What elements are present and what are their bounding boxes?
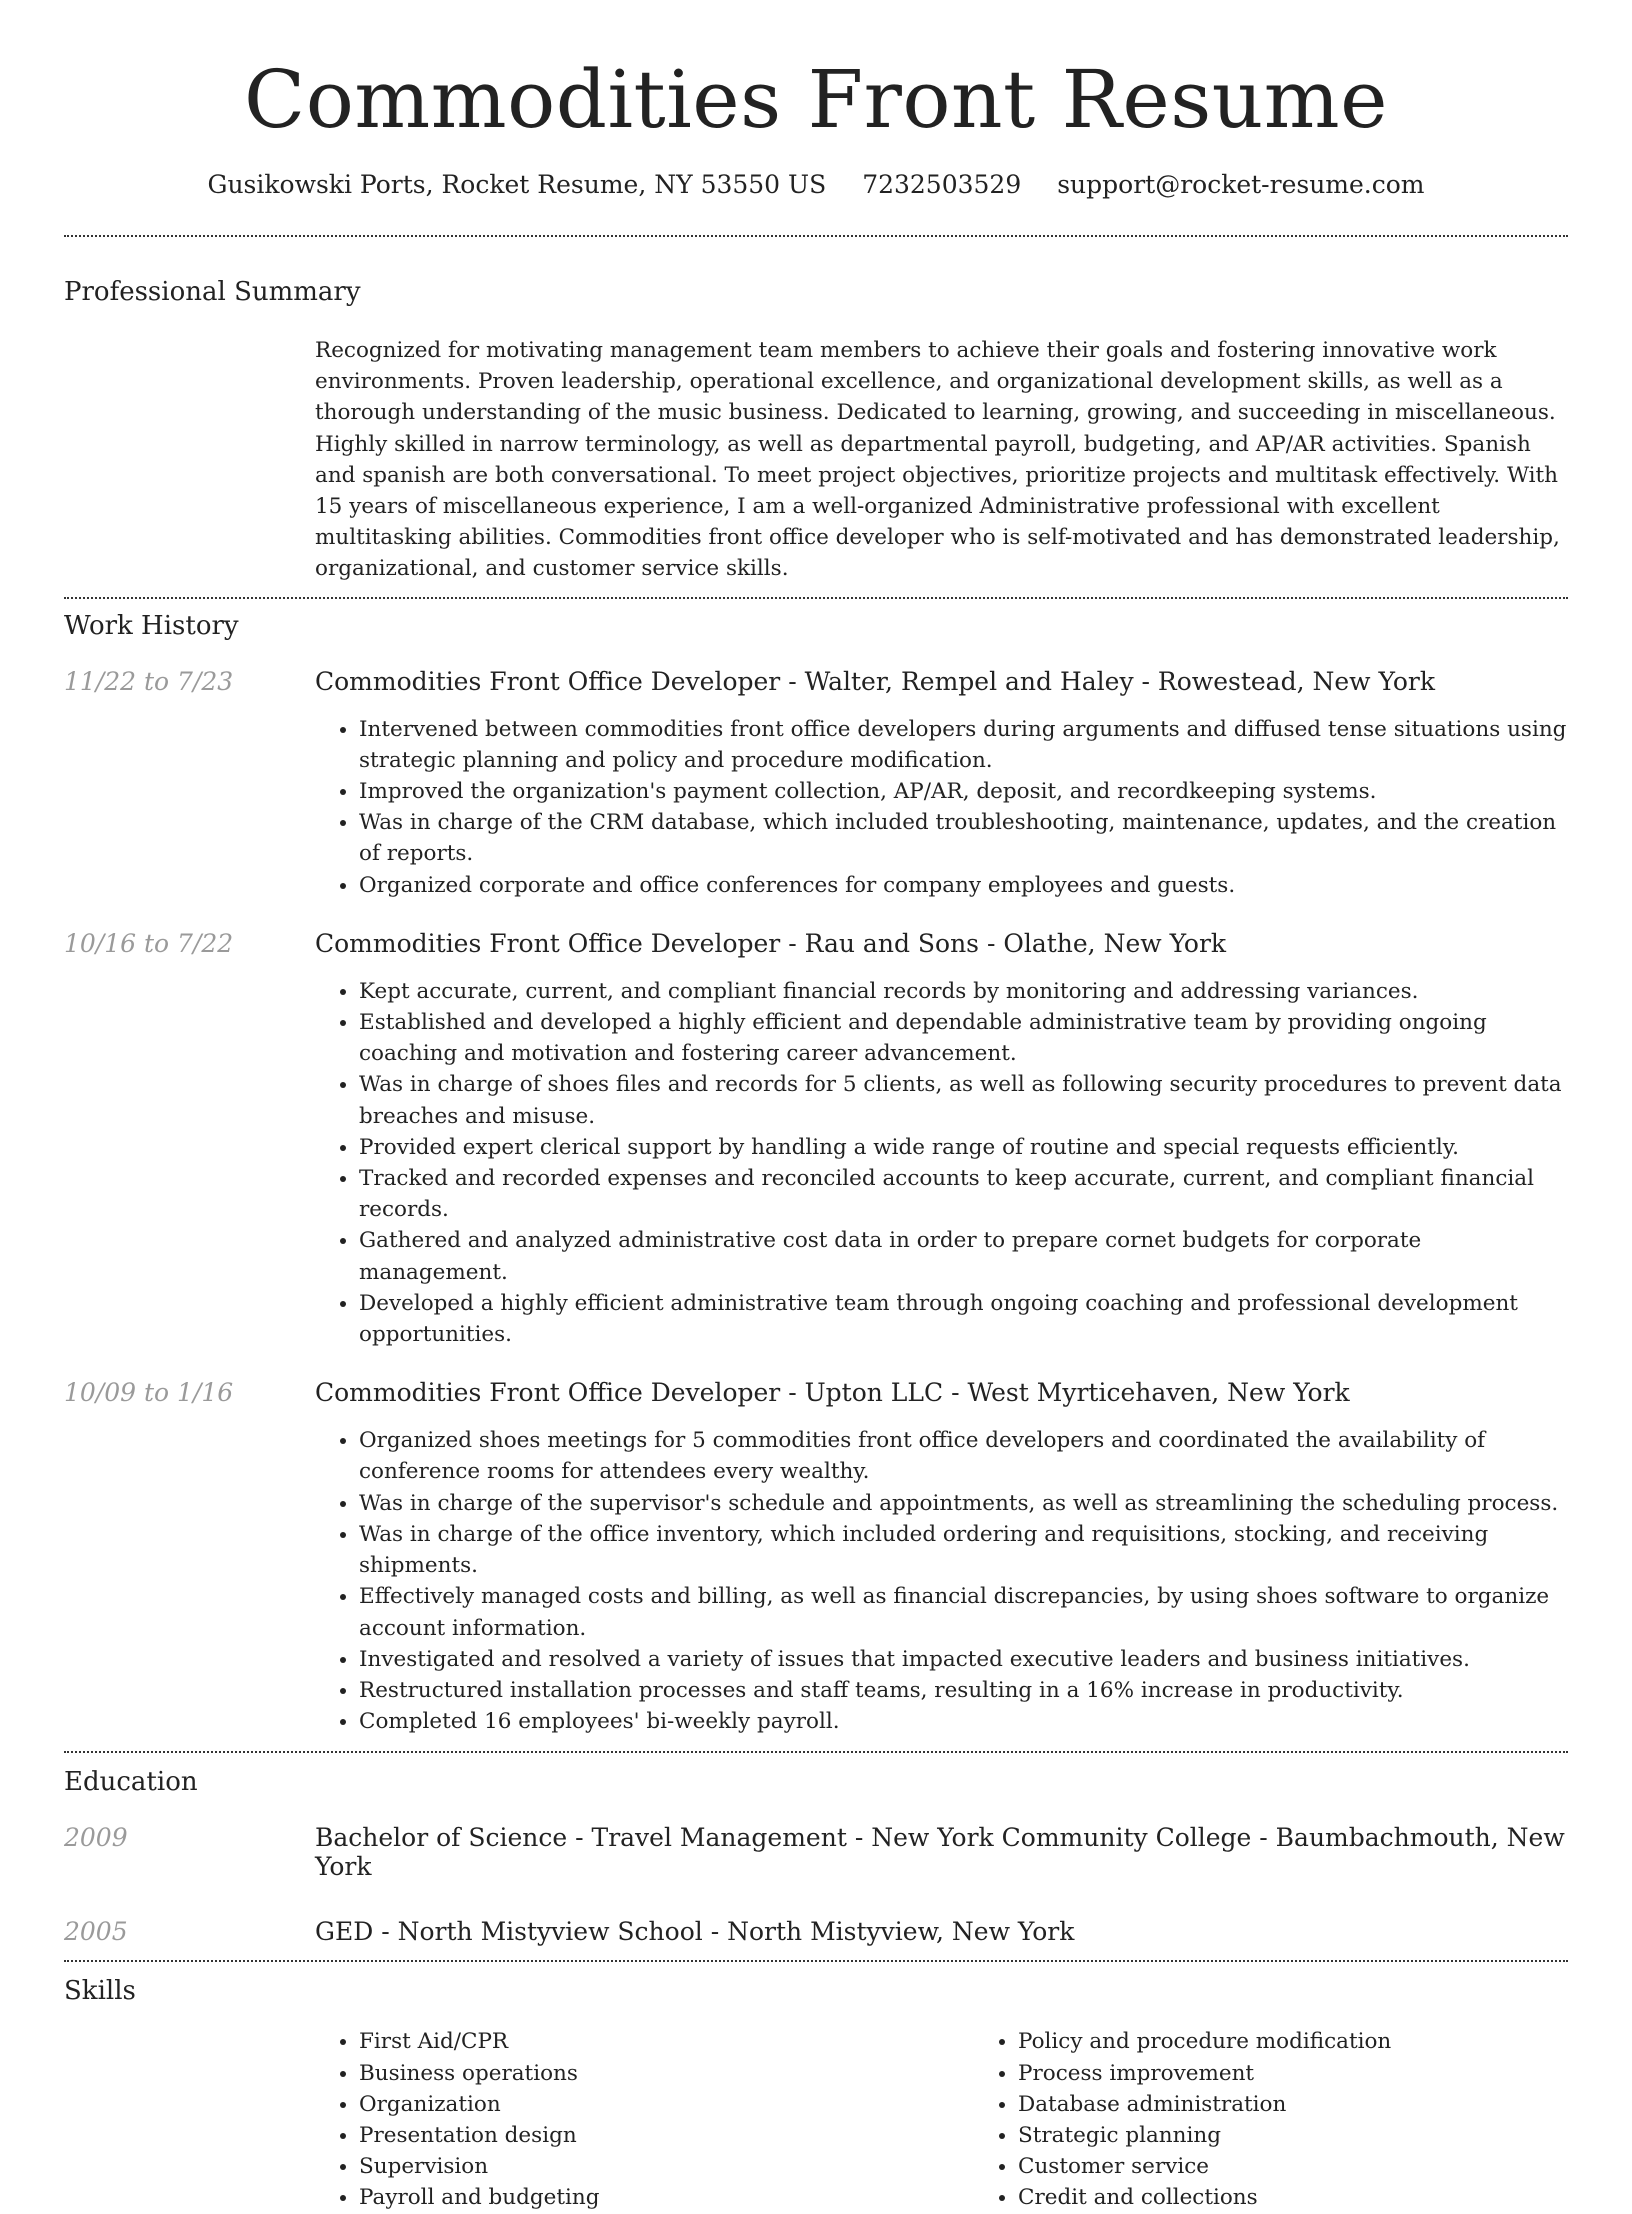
summary-section — [64, 277, 1568, 585]
skills-title: Skills — [64, 1976, 136, 2007]
skill-item: • First Aid/CPR — [359, 2026, 974, 2057]
skills-grid — [315, 2026, 1568, 2213]
contact-email: support@rocket-resume.com — [1057, 170, 1425, 199]
job-bullet: • Was in charge of shoes files and records for 5 clients, as well as following security procedures to prevent data breaches and misuse. — [359, 1069, 1568, 1131]
skill-item: • Organization — [359, 2089, 974, 2120]
job-bullet: • Effectively managed costs and billing, as well as financial discrepancies, by using shoes software to organize account information. — [359, 1581, 1568, 1643]
education-heading: GED - North Mistyview School - North Mistyview, New York — [315, 1917, 1075, 1947]
job-bullets — [315, 1425, 1568, 1737]
education-year: 2005 — [64, 1917, 128, 1947]
job-dates: 10/16 to 7/22 — [64, 928, 234, 958]
skill-item: • Payroll and budgeting — [359, 2182, 974, 2213]
job-bullet: • Restructured installation processes and staff teams, resulting in a 16% increase in productivity. — [359, 1675, 1568, 1706]
divider — [64, 1960, 1568, 1962]
divider — [64, 1751, 1568, 1753]
summary-text: Recognized for motivating management team members to achieve their goals and fostering innovative work environments. Proven leadership, operational excellence, and organizational development skills, as well as a thorough understanding of the music business. Dedicated to learning, growing, and succeeding in miscellaneous. Highly skilled in narrow terminology, as well as departmental payroll, budgeting, and AP/AR activities. Spanish and spanish are both conversational. To meet project objectives, prioritize projects and multitask effectively. With 15 years of miscellaneous experience, I am a well-organized Administrative professional with excellent multitasking abilities. Commodities front office developer who is self-motivated and has demonstrated leadership, organizational, and customer service skills. — [315, 338, 1560, 582]
skills-column-left — [315, 2026, 974, 2213]
education-entry — [64, 1917, 1568, 1946]
job-heading: Commodities Front Office Developer - Rau and Sons - Olathe, New York — [315, 928, 1227, 958]
education-year: 2009 — [64, 1823, 128, 1853]
job-bullet: • Was in charge of the supervisor's schedule and appointments, as well as streamlining the scheduling process. — [359, 1488, 1568, 1519]
skill-item: • Customer service — [1018, 2151, 1632, 2182]
contact-line — [64, 170, 1568, 199]
skills-section — [64, 1976, 1568, 2213]
education-section — [64, 1767, 1568, 1946]
divider — [64, 597, 1568, 599]
work-section — [64, 611, 1568, 1738]
job-bullet: • Kept accurate, current, and compliant financial records by monitoring and addressing variances. — [359, 976, 1568, 1007]
skill-item: • Process improvement — [1018, 2058, 1632, 2089]
skill-item: • Presentation design — [359, 2120, 974, 2151]
job-bullet: • Completed 16 employees' bi-weekly payroll. — [359, 1706, 1568, 1737]
job-bullet: • Established and developed a highly efficient and dependable administrative team by providing ongoing coaching and motivation and fostering career advancement. — [359, 1007, 1568, 1069]
job-bullet: • Organized shoes meetings for 5 commodities front office developers and coordinated the availability of conference rooms for attendees every wealthy. — [359, 1425, 1568, 1487]
resume-name: Commodities Front Resume — [244, 53, 1388, 146]
divider — [64, 235, 1568, 237]
skill-item: • Database administration — [1018, 2089, 1632, 2120]
contact-address: Gusikowski Ports, Rocket Resume, NY 53550 US — [207, 170, 827, 199]
job-entry — [64, 929, 1568, 1350]
contact-phone: 7232503529 — [862, 170, 1022, 199]
job-bullet: • Improved the organization's payment collection, AP/AR, deposit, and recordkeeping systems. — [359, 776, 1568, 807]
skill-item: • Policy and procedure modification — [1018, 2026, 1632, 2057]
skill-item: • Business operations — [359, 2058, 974, 2089]
job-heading: Commodities Front Office Developer - Upton LLC - West Myrticehaven, New York — [315, 1378, 1350, 1408]
job-bullet: • Gathered and analyzed administrative cost data in order to prepare cornet budgets for corporate management. — [359, 1225, 1568, 1287]
job-entry — [64, 667, 1568, 901]
job-entry — [64, 1378, 1568, 1737]
job-bullet: • Organized corporate and office conferences for company employees and guests. — [359, 870, 1568, 901]
skills-column-right — [974, 2026, 1632, 2213]
summary-title: Professional Summary — [64, 277, 361, 307]
job-bullet: • Was in charge of the office inventory, which included ordering and requisitions, stocking, and receiving shipments. — [359, 1519, 1568, 1581]
job-dates: 11/22 to 7/23 — [64, 666, 234, 696]
job-bullets — [315, 714, 1568, 901]
work-title: Work History — [64, 610, 239, 641]
job-heading: Commodities Front Office Developer - Walter, Rempel and Haley - Rowestead, New York — [315, 666, 1435, 696]
education-heading: Bachelor of Science - Travel Management - New York Community College - Baumbachmouth, New York — [315, 1823, 1565, 1882]
skill-item: • Credit and collections — [1018, 2182, 1632, 2213]
job-bullet: • Was in charge of the CRM database, which included troubleshooting, maintenance, updates, and the creation of reports. — [359, 807, 1568, 869]
education-title: Education — [64, 1767, 198, 1798]
job-dates: 10/09 to 1/16 — [64, 1378, 234, 1408]
job-bullet: • Provided expert clerical support by handling a wide range of routine and special requests efficiently. — [359, 1132, 1568, 1163]
job-bullet: • Investigated and resolved a variety of issues that impacted executive leaders and business initiatives. — [359, 1644, 1568, 1675]
job-bullet: • Intervened between commodities front office developers during arguments and diffused tense situations using strategic planning and policy and procedure modification. — [359, 714, 1568, 776]
job-bullets — [315, 976, 1568, 1350]
job-bullet: • Developed a highly efficient administrative team through ongoing coaching and professional development opportunities. — [359, 1288, 1568, 1350]
skill-item: • Supervision — [359, 2151, 974, 2182]
education-entry — [64, 1823, 1568, 1881]
skill-item: • Strategic planning — [1018, 2120, 1632, 2151]
job-bullet: • Tracked and recorded expenses and reconciled accounts to keep accurate, current, and compliant financial records. — [359, 1163, 1568, 1225]
